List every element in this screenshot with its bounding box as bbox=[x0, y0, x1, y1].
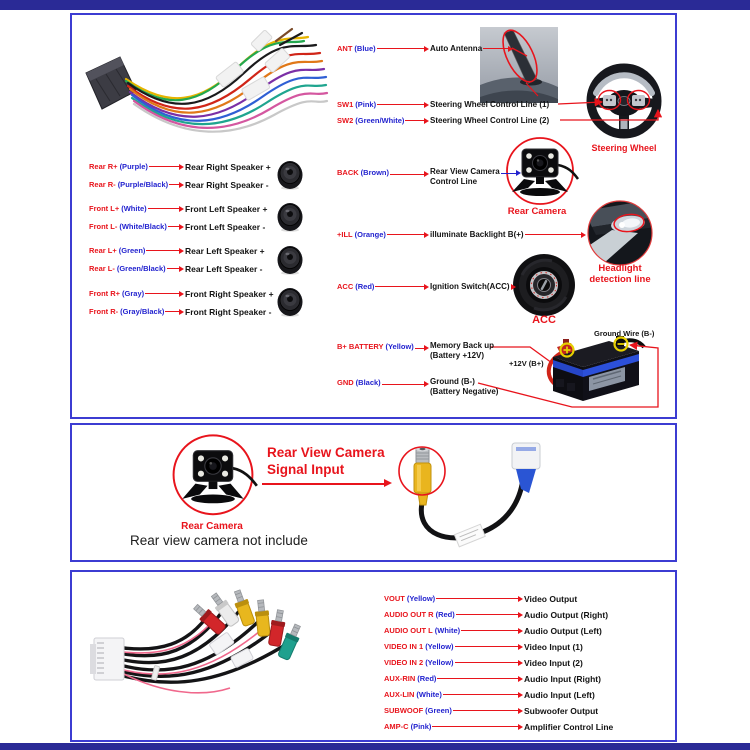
rear-camera-label: Rear Camera bbox=[507, 206, 567, 217]
gnd-wire-row bbox=[337, 377, 505, 399]
wire-label: Front L+ bbox=[89, 204, 120, 213]
top-border-bar bbox=[0, 0, 750, 10]
headlight-photo bbox=[584, 197, 656, 269]
arrow-icon bbox=[436, 595, 523, 602]
arrow-icon bbox=[145, 290, 184, 297]
wire-color-label: (White) bbox=[416, 690, 442, 699]
wire-target-label: Video Input (2) bbox=[524, 657, 583, 668]
wire-color-label: (Gray/Black) bbox=[120, 307, 165, 316]
wire-color-label: (Yellow) bbox=[406, 594, 436, 603]
wire-target-label: Amplifier Control Line bbox=[524, 721, 614, 732]
wire-label: AMP-C bbox=[384, 722, 409, 731]
wire-target-label: Front Right Speaker + bbox=[185, 288, 274, 299]
wire-label: VOUT bbox=[384, 594, 405, 603]
arrow-icon bbox=[455, 659, 523, 666]
wire-color-label: (Black) bbox=[355, 378, 381, 388]
wire-label: BACK bbox=[337, 168, 359, 178]
arrow-icon bbox=[146, 247, 184, 254]
speaker-icon bbox=[277, 285, 303, 317]
signal-input-arrow-icon bbox=[262, 479, 392, 488]
rca-wire-row bbox=[384, 705, 598, 716]
headlight-detection-label bbox=[570, 263, 670, 286]
wire-label: AUDIO OUT R bbox=[384, 610, 434, 619]
wire-target-label: Subwoofer Output bbox=[524, 705, 599, 716]
wire-label: Rear L- bbox=[89, 264, 115, 273]
wire-label: Front R+ bbox=[89, 289, 121, 298]
wire-label: AUX-LIN bbox=[384, 690, 415, 699]
arrow-icon bbox=[432, 723, 523, 730]
wire-target-label: Audio Output (Left) bbox=[524, 625, 602, 636]
speaker-icon bbox=[277, 200, 303, 232]
arrow-icon bbox=[461, 627, 523, 634]
wire-target-label: Front Left Speaker + bbox=[185, 203, 268, 214]
speaker-wire-row bbox=[89, 245, 265, 256]
camera-not-included-note: Rear view camera not include bbox=[130, 533, 308, 548]
wire-target-label: Rear Right Speaker - bbox=[185, 179, 269, 190]
wire-color-label: (Green/White) bbox=[355, 116, 405, 125]
speaker-wire-row bbox=[89, 306, 271, 317]
wire-label: GND bbox=[337, 378, 354, 388]
arrow-icon bbox=[415, 345, 429, 352]
ignition-acc-photo bbox=[512, 253, 576, 317]
ant-wire-row bbox=[337, 43, 514, 54]
speaker-wire-row bbox=[89, 263, 262, 274]
wire-label: +ILL bbox=[337, 230, 353, 239]
arrow-icon bbox=[167, 265, 184, 272]
sw1-wire-row bbox=[337, 99, 549, 110]
rca-adapter-cable-photo bbox=[392, 439, 554, 551]
car-antenna-photo bbox=[480, 27, 558, 103]
wire-label: SW2 bbox=[337, 116, 354, 125]
rear-camera-label: Rear Camera bbox=[181, 521, 243, 532]
rca-output-panel bbox=[70, 570, 677, 742]
wire-color-label: (Yellow) bbox=[425, 658, 454, 667]
arrow-icon bbox=[405, 117, 429, 124]
rear-camera-input-panel bbox=[70, 423, 677, 562]
wire-target-label: Ignition Switch(ACC) bbox=[430, 282, 510, 291]
rca-wire-row bbox=[384, 625, 602, 636]
wire-label: B+ BATTERY bbox=[337, 342, 384, 352]
rca-output-harness-photo bbox=[90, 582, 335, 720]
rca-wire-row bbox=[384, 689, 595, 700]
acc-wire-row bbox=[337, 281, 517, 292]
rca-wire-row bbox=[384, 609, 608, 620]
wire-target-label: Rear View Camera bbox=[430, 167, 500, 176]
battery-wire-row bbox=[337, 341, 505, 363]
arrow-icon bbox=[483, 45, 513, 52]
arrow-icon bbox=[148, 205, 184, 212]
wire-target-label: Rear Left Speaker - bbox=[185, 263, 263, 274]
wire-target-label: Memory Back up bbox=[430, 341, 495, 350]
speaker-wire-row bbox=[89, 203, 267, 214]
arrow-icon bbox=[525, 231, 586, 238]
wire-color-label: (Green) bbox=[118, 246, 146, 255]
arrow-icon bbox=[453, 707, 523, 714]
speaker-wire-row bbox=[89, 161, 271, 172]
wire-target-label: Audio Output (Right) bbox=[524, 609, 609, 620]
rear-camera-photo-large bbox=[167, 433, 259, 521]
arrow-icon bbox=[456, 611, 523, 618]
battery-ground-label: Ground Wire (B-) bbox=[594, 329, 655, 338]
arrow-icon bbox=[149, 163, 184, 170]
arrow-icon bbox=[375, 283, 429, 290]
wire-color-label: (Green/Black) bbox=[116, 264, 166, 273]
wire-label: AUX-RIN bbox=[384, 674, 416, 683]
wire-label: Front R- bbox=[89, 307, 119, 316]
wire-color-label: (Purple) bbox=[119, 162, 148, 171]
wire-target-label: Front Left Speaker - bbox=[185, 221, 266, 232]
car-battery-photo bbox=[537, 327, 647, 407]
back-wire-row bbox=[337, 167, 522, 189]
speaker-icon bbox=[277, 243, 303, 275]
wire-target-label: (Battery +12V) bbox=[430, 351, 485, 360]
wire-target-label: Rear Left Speaker + bbox=[185, 245, 265, 256]
iso-harness-image bbox=[80, 23, 330, 153]
wire-target-label: illuminate Backlight B(+) bbox=[430, 230, 524, 239]
acc-label: ACC bbox=[532, 314, 556, 326]
arrow-icon bbox=[382, 381, 429, 388]
arrow-icon bbox=[387, 231, 429, 238]
wire-color-label: (Blue) bbox=[354, 44, 376, 53]
wire-target-label: Ground (B-) bbox=[430, 377, 475, 386]
wire-color-label: (Yellow) bbox=[385, 342, 414, 352]
wire-label: VIDEO IN 1 bbox=[384, 642, 424, 651]
arrow-icon bbox=[455, 643, 523, 650]
arrow-icon bbox=[169, 181, 184, 188]
signal-input-title bbox=[267, 445, 385, 479]
speaker-wire-row bbox=[89, 221, 265, 232]
wire-color-label: (Yellow) bbox=[425, 642, 454, 651]
rca-wire-row bbox=[384, 593, 577, 604]
wire-target-label: Steering Wheel Control Line (2) bbox=[430, 116, 550, 125]
sw2-wire-row bbox=[337, 115, 549, 126]
wire-color-label: (Purple/Black) bbox=[117, 180, 169, 189]
speaker-icon bbox=[277, 158, 303, 190]
wire-color-label: (Red) bbox=[417, 674, 437, 683]
wire-label: AUDIO OUT L bbox=[384, 626, 433, 635]
wire-color-label: (White) bbox=[434, 626, 461, 635]
speaker-wire-row bbox=[89, 179, 269, 190]
blue-arrow-icon bbox=[501, 170, 521, 177]
wire-target-label: Auto Antenna bbox=[430, 44, 483, 53]
wire-target-label: Steering Wheel Control Line (1) bbox=[430, 100, 550, 109]
arrow-icon bbox=[511, 283, 516, 290]
wire-label: ANT bbox=[337, 44, 353, 53]
wire-target-label: (Battery Negative) bbox=[430, 387, 499, 396]
wire-label: Rear R+ bbox=[89, 162, 118, 171]
wire-color-label: (Brown) bbox=[360, 168, 389, 178]
wire-label: SUBWOOF bbox=[384, 706, 424, 715]
rca-wire-row bbox=[384, 673, 601, 684]
wire-color-label: (Pink) bbox=[410, 722, 432, 731]
steering-wheel-photo bbox=[584, 57, 664, 141]
speaker-wire-row bbox=[89, 288, 274, 299]
rca-wire-row bbox=[384, 641, 583, 652]
wire-target-label: Control Line bbox=[430, 177, 478, 186]
headlight-label-line1: Headlight bbox=[598, 263, 642, 274]
arrow-icon bbox=[377, 45, 429, 52]
signal-input-title-line2: Signal Input bbox=[267, 461, 345, 477]
wire-color-label: (Red) bbox=[355, 282, 375, 291]
arrow-icon bbox=[390, 171, 429, 178]
battery-plus-label: +12V (B+) bbox=[509, 359, 544, 368]
wire-color-label: (Orange) bbox=[354, 230, 386, 239]
arrow-icon bbox=[437, 675, 523, 682]
wire-target-label: Rear Right Speaker + bbox=[185, 161, 271, 172]
wire-color-label: (White) bbox=[121, 204, 147, 213]
wire-color-label: (Red) bbox=[435, 610, 455, 619]
rca-wire-row bbox=[384, 721, 613, 732]
main-wiring-panel bbox=[70, 13, 677, 419]
wire-target-label: Audio Input (Left) bbox=[524, 689, 595, 700]
wire-color-label: (Pink) bbox=[355, 100, 377, 109]
wire-target-label: Video Input (1) bbox=[524, 641, 583, 652]
headlight-label-line2: detection line bbox=[589, 274, 651, 286]
arrow-icon bbox=[168, 223, 184, 230]
wire-target-label: Video Output bbox=[524, 593, 578, 604]
wire-target-label: Front Right Speaker - bbox=[185, 306, 272, 317]
wire-label: Front L- bbox=[89, 222, 118, 231]
wire-label: Rear R- bbox=[89, 180, 116, 189]
wire-color-label: (Gray) bbox=[122, 289, 145, 298]
steering-wheel-label: Steering Wheel bbox=[591, 143, 657, 153]
arrow-icon bbox=[443, 691, 523, 698]
arrow-icon bbox=[377, 101, 429, 108]
rca-wire-row bbox=[384, 657, 583, 668]
wire-color-label: (Green) bbox=[425, 706, 452, 715]
arrow-icon bbox=[165, 308, 184, 315]
wire-target-label: Audio Input (Right) bbox=[524, 673, 601, 684]
wire-label: ACC bbox=[337, 282, 354, 291]
ill-wire-row bbox=[337, 229, 587, 240]
wire-color-label: (White/Black) bbox=[119, 222, 167, 231]
bottom-border-bar bbox=[0, 743, 750, 750]
wire-label: SW1 bbox=[337, 100, 354, 109]
signal-input-title-line1: Rear View Camera bbox=[267, 445, 385, 460]
wire-label: Rear L+ bbox=[89, 246, 117, 255]
wire-label: VIDEO IN 2 bbox=[384, 658, 424, 667]
